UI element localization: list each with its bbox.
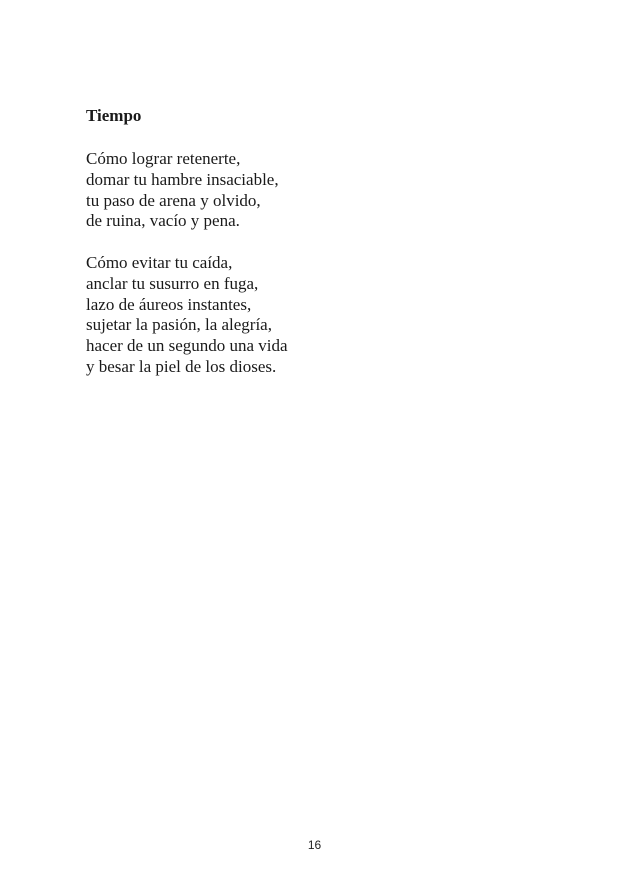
verse-line: domar tu hambre insaciable, [86,169,279,189]
verse-line: Cómo lograr retenerte, [86,149,241,168]
poem-title: Tiempo [86,106,142,125]
verse-line: hacer de un segundo una vida [86,336,288,356]
stanza-2 [86,253,546,378]
verse-line: anclar tu susurro en fuga, [86,273,259,293]
verse-line: lazo de áureos instantes, [86,294,252,314]
verse-line: y besar la piel de los dioses. [86,356,277,376]
verse-line: de ruina, vacío y pena. [86,211,240,231]
stanza-1 [86,149,546,232]
verse-line: tu paso de arena y olvido, [86,190,261,210]
verse-line: sujetar la pasión, la alegría, [86,315,272,335]
verse-line: Cómo evitar tu caída, [86,252,233,272]
page-number: 16 [307,838,322,852]
poem [86,104,546,399]
